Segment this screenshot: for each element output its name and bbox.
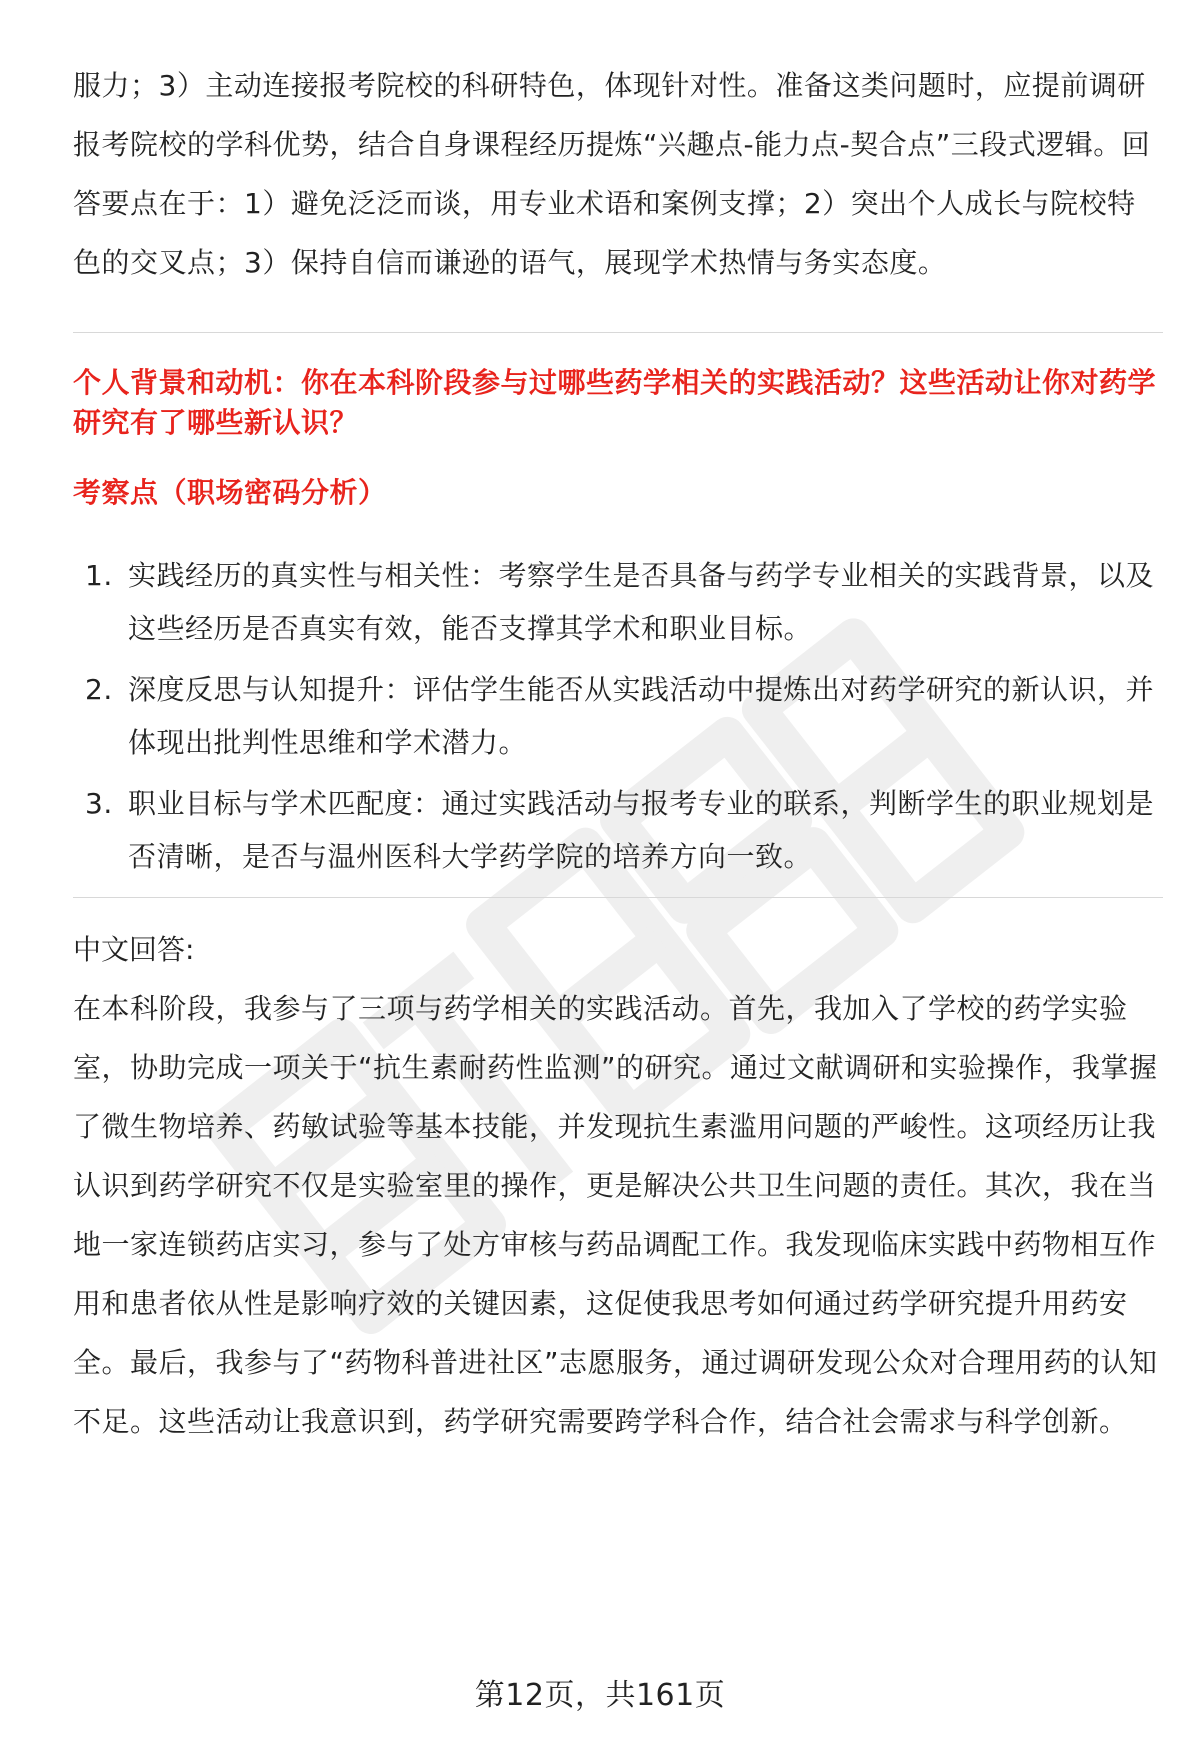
assessment-point-number: 3. <box>85 787 113 820</box>
intro-paragraph: 服力；3）主动连接报考院校的科研特色，体现针对性。准备这类问题时，应提前调研报考院校的学科优势，结合自身课程经历提炼“兴趣点-能力点-契合点”三段式逻辑。回答要点在于：1）避免泛泛而谈，用专业术语和案例支撑；2）突出个人成长与院校特色的交叉点；3）保持自信而谦逊的语气，展现学术热情与务实态度。 <box>73 69 1151 279</box>
page-number-footer: 第12页，共161页 <box>474 1678 726 1713</box>
assessment-point-item <box>73 777 1163 883</box>
assessment-point-number: 2. <box>85 673 113 706</box>
main-content <box>73 56 1163 1451</box>
assessment-points-list <box>73 549 1163 883</box>
assessment-point-item <box>73 549 1163 655</box>
answer-label: 中文回答: <box>73 933 195 966</box>
assessment-point-text: 深度反思与认知提升：评估学生能否从实践活动中提炼出对药学研究的新认识，并体现出批判性思维和学术潜力。 <box>128 673 1155 759</box>
assessment-point-text: 职业目标与学术匹配度：通过实践活动与报考专业的联系，判断学生的职业规划是否清晰，是否与温州医科大学药学院的培养方向一致。 <box>128 787 1155 873</box>
question-heading: 个人背景和动机：你在本科阶段参与过哪些药学相关的实践活动？这些活动让你对药学研究有了哪些新认识？ <box>73 366 1157 439</box>
assessment-point-item <box>73 663 1163 769</box>
assessment-point-number: 1. <box>85 559 113 592</box>
answer-paragraph: 在本科阶段，我参与了三项与药学相关的实践活动。首先，我加入了学校的药学实验室，协助完成一项关于“抗生素耐药性监测”的研究。通过文献调研和实验操作，我掌握了微生物培养、药敏试验等基本技能，并发现抗生素滥用问题的严峻性。这项经历让我认识到药学研究不仅是实验室里的操作，更是解决公共卫生问题的责任。其次，我在当地一家连锁药店实习，参与了处方审核与药品调配工作。我发现临床实践中药物相互作用和患者依从性是影响疗效的关键因素，这促使我思考如何通过药学研究提升用药安全。最后，我参与了“药物科普进社区”志愿服务，通过调研发现公众对合理用药的认知不足。这些活动让我意识到，药学研究需要跨学科合作，结合社会需求与科学创新。 <box>73 992 1158 1438</box>
section-divider-bottom <box>73 897 1163 898</box>
assessment-title: 考察点（职场密码分析） <box>73 476 387 509</box>
section-divider-top <box>73 332 1163 333</box>
assessment-point-text: 实践经历的真实性与相关性：考察学生是否具备与药学专业相关的实践背景，以及这些经历是否真实有效，能否支撑其学术和职业目标。 <box>128 559 1155 645</box>
